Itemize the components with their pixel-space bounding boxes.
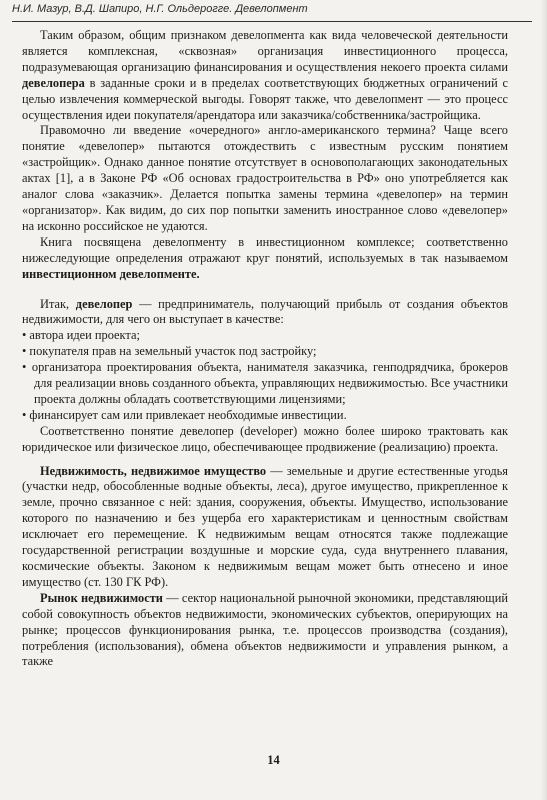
text-run: в заданные сроки и в пределах соответствующих бюджетных ограничений с целью извлечения коммерческой выгоды. Говорят также, что девелопмент — это процесс осуществления идеи покупателя/арендатора или заказчика/собственника/застройщика. [22, 75, 508, 122]
scan-edge-shadow [541, 0, 547, 800]
paragraph-5 [22, 424, 508, 456]
text-run: Книга посвящена девелопменту в инвестиционном комплексе; соответственно нижеследующие определения отражают круг понятий, используемых в так называемом [22, 234, 508, 265]
bold-term: Недвижимость, недвижимое имущество [40, 463, 267, 478]
running-head: Н.И. Мазур, В.Д. Шапиро, Н.Г. Ольдерогге. Девелопмент [12, 3, 532, 22]
paragraph-4 [22, 297, 508, 329]
text-run: Правомочно ли введение «очередного» англо-американского термина? Чаще всего понятие «девелопер» пытаются отождествить с известным русским понятием «застройщик». Однако данное понятие отсутствует в основополагающих законодательных актах [1], а в Законе РФ «Об основах градостроительства в РФ» оно употребляется как аналог слова «заказчик». Делается попытка замены термина «девелопер» на термин «организатор». Как видим, до сих пор попытки заменить иностранное слово «девелопер» на исконно российское не удаются. [22, 123, 508, 233]
text-run: Итак, [40, 296, 76, 311]
bold-term: инвестиционном девелопменте. [22, 266, 200, 281]
paragraph-3 [22, 235, 508, 283]
text-run: Соответственно понятие девелопер (developer) можно более широко трактовать как юридическое или физическое лицо, обеспечивающее продвижение (реализацию) проекта. [22, 423, 508, 454]
text-run: — земельные и другие естественные угодья (участки недр, обособленные водные объекты, леса), другое имущество, прикрепленное к земле, прочно связанное с ней: здания, сооружения, объекты. Имущество, использование которого по назначению и без ущерба его характеристикам и ценностным свойствам исключает его перемещение. К недвижимым вещам относятся также подлежащие государственной регистрации воздушные и морские суда, суда внутреннего плавания, космические объекты. Законом к недвижимым вещам может быть отнесено и иное имущество (ст. 130 ГК РФ). [22, 463, 508, 589]
bold-term: Рынок недвижимости [40, 590, 163, 605]
text-run: — сектор национальной рыночной экономики, представляющий собой совокупность объектов недвижимости, экономических субъектов, оперирующих на рынке; процессов функционирования рынка, т.е. процессов производства (создания), потребления (использования), обмена объектов недвижимости и управления рынком, а также [22, 590, 508, 669]
body-text [22, 28, 508, 670]
list-item: • организатора проектирования объекта, нанимателя заказчика, генподрядчика, брокеров для реализации вновь созданного объекта, управляющих недвижимостью. Все участники проекта должны обладать соответствующими лицензиями; [22, 360, 508, 406]
bold-term: девелопер [75, 296, 133, 311]
developer-roles-list [22, 328, 508, 423]
paragraph-7 [22, 591, 508, 671]
paragraph-2 [22, 123, 508, 234]
list-item: • автора идеи проекта; [22, 328, 140, 343]
text-run: — предприниматель, получающий прибыль от создания объектов недвижимости, для чего он выступает в качестве: [22, 296, 508, 327]
list-item: • покупателя прав на земельный участок под застройку; [22, 344, 317, 359]
list-item: • финансирует сам или привлекает необходимые инвестиции. [22, 407, 347, 422]
paragraph-1 [22, 28, 508, 123]
page-number: 14 [267, 753, 280, 767]
paragraph-6 [22, 464, 508, 591]
text-run: Таким образом, общим признаком девелопмента как вида человеческой деятельности является комплексная, «сквозная» организация инвестиционного процесса, подразумевающая организацию финансирования и осуществления некоего проекта силами [22, 28, 508, 74]
bold-term: девелопера [22, 75, 85, 90]
